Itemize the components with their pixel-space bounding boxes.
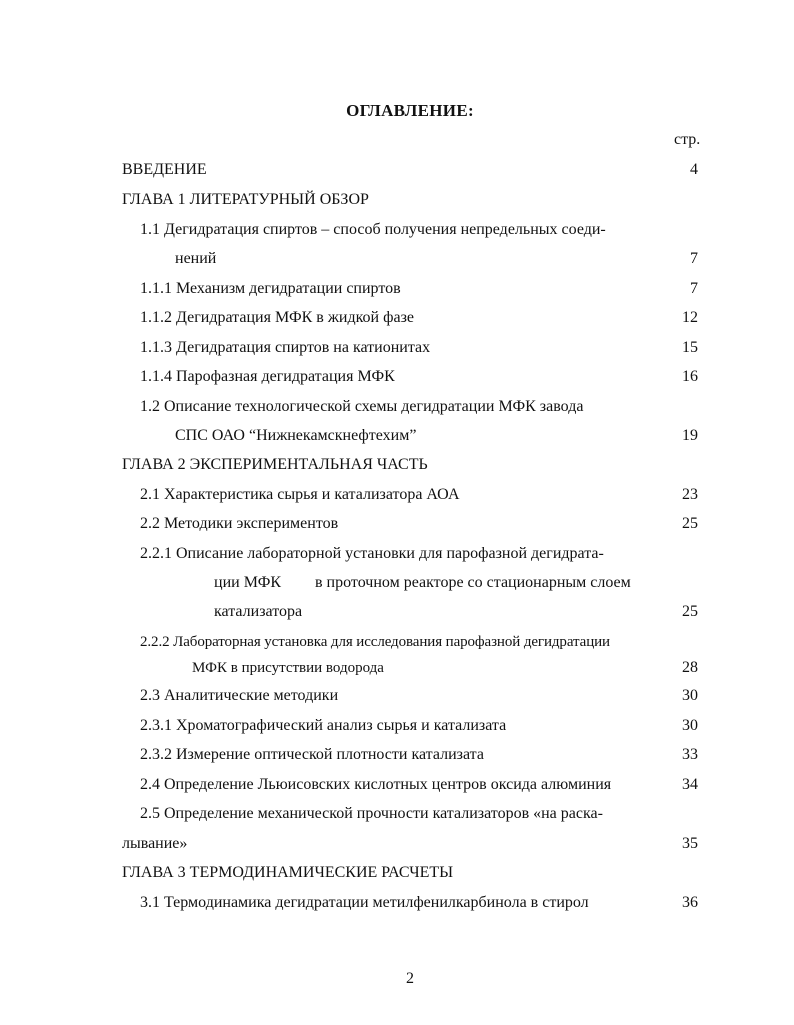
toc-1-1-3-page: 15 <box>682 339 698 356</box>
toc-chapter-2: ГЛАВА 2 ЭКСПЕРИМЕНТАЛЬНАЯ ЧАСТЬ <box>122 456 428 473</box>
toc-1-1-4: 1.1.4 Парофазная дегидратация МФК <box>140 368 395 385</box>
toc-2-5-line1: 2.5 Определение механической прочности катализаторов «на раска- <box>140 805 603 822</box>
toc-2-2-1-line3: катализатора <box>214 603 303 620</box>
toc-2-3-1: 2.3.1 Хроматографический анализ сырья и катализата <box>140 717 507 734</box>
toc-2-3: 2.3 Аналитические методики <box>140 687 339 704</box>
toc-1-1-page: 7 <box>690 250 698 267</box>
toc-2-2-1-line2b: в проточном реакторе со стационарным слоем <box>315 574 631 591</box>
toc-2-5-line2: лывание» <box>122 835 188 852</box>
toc-2-2-2-page: 28 <box>682 659 698 676</box>
toc-3-1: 3.1 Термодинамика дегидратации метилфенилкарбинола в стирол <box>140 894 589 911</box>
toc-2-5-page: 35 <box>682 835 698 852</box>
toc-2-3-1-page: 30 <box>682 717 698 734</box>
toc-1-2-page: 19 <box>682 427 698 444</box>
toc-1-1-1: 1.1.1 Механизм дегидратации спиртов <box>140 280 401 297</box>
toc-1-1-line1: 1.1 Дегидратация спиртов – способ получения непредельных соеди- <box>140 221 606 238</box>
toc-1-1-3: 1.1.3 Дегидратация спиртов на катионитах <box>140 339 431 356</box>
page-title: ОГЛАВЛЕНИЕ: <box>346 101 474 120</box>
page-column-label: стр. <box>674 131 701 148</box>
toc-2-2-1-page: 25 <box>682 603 698 620</box>
page-number: 2 <box>406 970 414 987</box>
toc-2-1-page: 23 <box>682 486 698 503</box>
toc-1-1-2-page: 12 <box>682 309 698 326</box>
toc-2-3-page: 30 <box>682 687 698 704</box>
toc-chapter-3: ГЛАВА 3 ТЕРМОДИНАМИЧЕСКИЕ РАСЧЕТЫ <box>122 864 454 881</box>
toc-2-2: 2.2 Методики экспериментов <box>140 515 339 532</box>
toc-2-3-2-page: 33 <box>682 746 698 763</box>
toc-2-2-page: 25 <box>682 515 698 532</box>
toc-2-4-page: 34 <box>682 776 698 793</box>
toc-1-1-1-page: 7 <box>690 280 698 297</box>
toc-2-2-1-line2a: ции МФК <box>214 574 282 591</box>
toc-1-2-line2: СПС ОАО “Нижнекамскнефтехим” <box>175 427 417 444</box>
toc-2-1: 2.1 Характеристика сырья и катализатора АОА <box>140 486 460 503</box>
toc-1-1-2: 1.1.2 Дегидратация МФК в жидкой фазе <box>140 309 414 326</box>
toc-1-1-4-page: 16 <box>682 368 698 385</box>
toc-2-2-1-line1: 2.2.1 Описание лабораторной установки для парофазной дегидрата- <box>140 545 604 562</box>
toc-1-2-line1: 1.2 Описание технологической схемы дегидратации МФК завода <box>140 398 584 415</box>
toc-intro: ВВЕДЕНИЕ <box>122 161 207 178</box>
toc-1-1-line2: нений <box>175 250 217 267</box>
toc-2-3-2: 2.3.2 Измерение оптической плотности катализата <box>140 746 484 763</box>
toc-chapter-1: ГЛАВА 1 ЛИТЕРАТУРНЫЙ ОБЗОР <box>122 191 369 208</box>
toc-3-1-page: 36 <box>682 894 698 911</box>
toc-2-2-2-line1: 2.2.2 Лабораторная установка для исследования парофазной дегидратации <box>140 634 610 650</box>
toc-2-2-2-line2: МФК в присутствии водорода <box>192 660 384 676</box>
toc-2-4: 2.4 Определение Льюисовских кислотных центров оксида алюминия <box>140 776 612 793</box>
toc-intro-page: 4 <box>690 161 698 178</box>
